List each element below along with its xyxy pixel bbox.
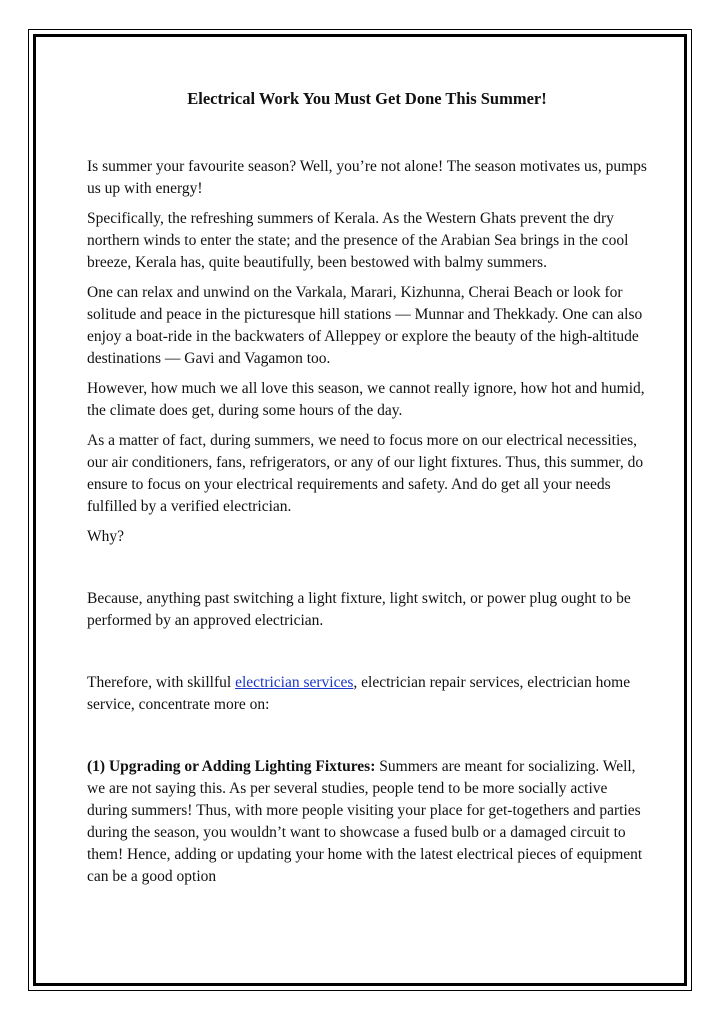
services-text-after: , electrician repair services, electrician home service, concentrate more on: (87, 674, 631, 713)
paragraph-climate: However, how much we all love this season, we cannot really ignore, how hot and humid, the climate does get, during some hours of the day. (87, 380, 645, 419)
paragraph-services (87, 672, 647, 716)
paragraph-intro: Is summer your favourite season? Well, you’re not alone! The season motivates us, pumps us up with energy! (87, 158, 647, 197)
services-text-before: Therefore, with skillful (87, 674, 236, 691)
lighting-fixtures-heading: (1) Upgrading or Adding Lighting Fixtures: (87, 758, 376, 775)
paragraph-destinations: One can relax and unwind on the Varkala, Marari, Kizhunna, Cherai Beach or look for solitude and peace in the picturesque hill stations — Munnar and Thekkady. One can also enjoy a boat-ride in the backwaters of Alleppey or explore the beauty of the high-altitude destinations — Gavi and Vagamon too. (87, 284, 643, 367)
paragraph-electrical-needs: As a matter of fact, during summers, we need to focus more on our electrical necessities, our air conditioners, fans, refrigerators, or any of our light fixtures. Thus, this summer, do ensure to focus on your electrical requirements and safety. And do get all your needs fulfilled by a verified electrician. (87, 432, 644, 515)
lighting-fixtures-body: Summers are meant for socializing. Well, we are not saying this. As per several studies, people tend to be more socially active during summers! Thus, with more people visiting your place for get-togethers and parties during the season, you wouldn’t want to showcase a fused bulb or a damaged circuit to them! Hence, adding or updating your home with the latest electrical pieces of equipment can be a good option (87, 758, 643, 885)
electrician-services-link[interactable]: electrician services (235, 674, 354, 691)
paragraph-approved-electrician: Because, anything past switching a light fixture, light switch, or power plug ought to be performed by an approved electrician. (87, 590, 631, 629)
document-title: Electrical Work You Must Get Done This Summer! (187, 89, 547, 108)
paragraph-lighting-fixtures (87, 756, 647, 888)
paragraph-why: Why? (87, 528, 125, 545)
paragraph-kerala-summers: Specifically, the refreshing summers of Kerala. As the Western Ghats prevent the dry northern winds to enter the state; and the presence of the Arabian Sea brings in the cool breeze, Kerala has, quite beautifully, been bestowed with balmy summers. (87, 210, 629, 271)
document-body (87, 88, 647, 896)
